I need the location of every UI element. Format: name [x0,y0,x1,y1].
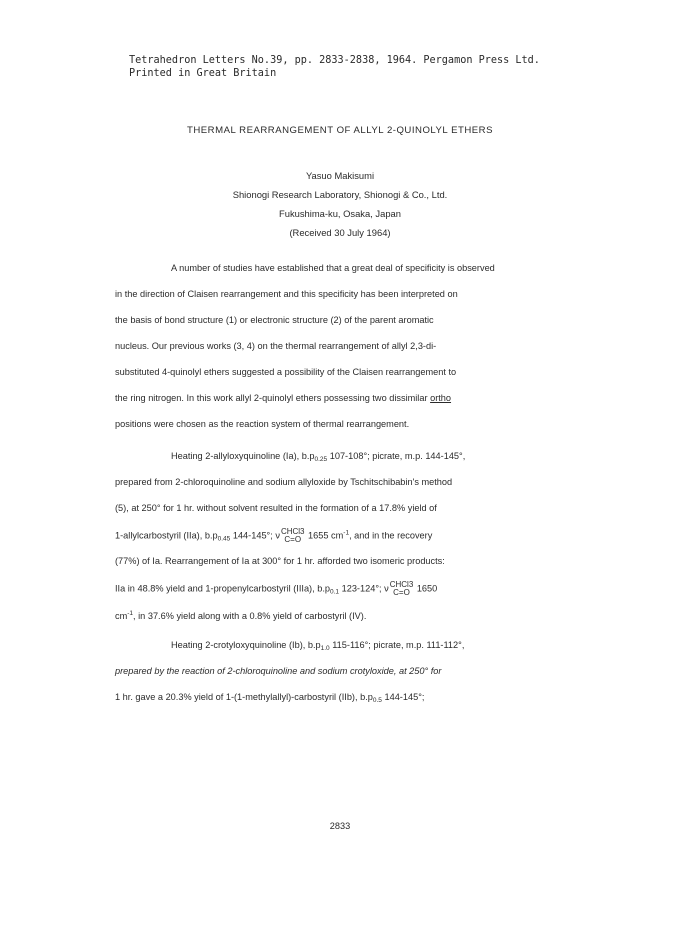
unit-exponent: -1 [127,610,134,617]
journal-header [129,54,540,80]
text: , and in the recovery [349,530,433,541]
affiliation-line-1: Shionogi Research Laboratory, Shionogi & Co., Ltd. [232,189,448,200]
ir-solvent: CHCl3 [280,527,305,536]
ir-solvent-label [390,581,414,597]
printed-in: Printed in Great Britain [129,68,277,79]
text: Heating 2-allyloxyquinoline (Ia), b.p [171,451,315,461]
paragraph-2-line-6 [115,581,437,597]
paragraph-3-line-3 [115,692,424,704]
paragraph-3-line-2: prepared by the reaction of 2-chloroquinoline and sodium crotyloxide, at 250° for [115,666,442,676]
paragraph-1-line-6 [115,393,451,403]
text: 144-145°; ν [230,530,280,541]
ir-band: C=O [284,535,302,544]
paragraph-2-line-2: prepared from 2-chloroquinoline and sodium allyloxide by Tschitschibabin's method [115,477,453,487]
paragraph-2-line-5: (77%) of Ia. Rearrangement of Ia at 300° for 1 hr. afforded two isomeric products: [115,556,445,566]
paragraph-2-line-3: (5), at 250° for 1 hr. without solvent resulted in the formation of a 17.8% yield of [115,503,437,513]
paragraph-2-line-4 [115,528,432,544]
paragraph-1-line-1: A number of studies have established that a great deal of specificity is observed [171,263,495,273]
paragraph-1-line-2: in the direction of Claisen rearrangement and this specificity has been interpreted on [115,289,458,299]
bp-pressure: 0.5 [372,697,382,704]
text: , in 37.6% yield along with a 0.8% yield of carbostyril (IV). [133,611,367,621]
paragraph-1-line-5: substituted 4-quinolyl ethers suggested a possibility of the Claisen rearrangement to [115,367,457,377]
text: 123-124°; ν [339,583,389,594]
journal-citation: Tetrahedron Letters No.39, pp. 2833-2838, 1964. Pergamon Press Ltd. [129,55,540,66]
text: 107-108°; picrate, m.p. 144-145°, [327,451,466,461]
text: 1-allylcarbostyril (IIa), b.p [115,530,218,541]
affiliation-line-2: Fukushima-ku, Osaka, Japan [279,208,401,219]
author-name: Yasuo Makisumi [305,170,375,181]
text: 144-145°; [381,692,425,702]
bp-pressure: 0.1 [330,588,340,596]
unit-exponent: -1 [343,529,350,537]
paragraph-1-line-7: positions were chosen as the reaction system of thermal rearrangement. [115,419,410,429]
bp-pressure: 0.25 [314,456,328,463]
text: 1655 cm [305,530,344,541]
ortho-word: ortho [430,393,452,403]
text: 1650 [414,583,438,594]
paragraph-2-line-1 [171,451,465,463]
text: Heating 2-crotyloxyquinoline (Ib), b.p [171,640,321,650]
paragraph-1-line-6-text: the ring nitrogen. In this work allyl 2-quinolyl ethers possessing two dissimilar [115,393,431,403]
ir-solvent-label [281,528,305,544]
text: 1 hr. gave a 20.3% yield of 1-(1-methylallyl)-carbostyril (IIb), b.p [115,692,373,702]
paragraph-3-line-1 [171,640,464,652]
received-date: (Received 30 July 1964) [289,227,391,238]
text: IIa in 48.8% yield and 1-propenylcarbostyril (IIIa), b.p [115,583,330,594]
page-number: 2833 [329,821,351,831]
text: 115-116°; picrate, m.p. 111-112°, [329,640,465,650]
paragraph-1-line-4: nucleus. Our previous works (3, 4) on the thermal rearrangement of allyl 2,3-di- [115,341,437,351]
ir-solvent: CHCl3 [389,580,414,589]
bp-pressure: 0.45 [217,535,231,543]
bp-pressure: 1.0 [320,645,330,652]
ir-band: C=O [393,588,410,597]
paragraph-2-line-7 [115,610,366,621]
article-title: THERMAL REARRANGEMENT OF ALLYL 2-QUINOLYL ETHERS [186,125,493,136]
text: cm [115,611,128,621]
paragraph-1-line-3: the basis of bond structure (1) or electronic structure (2) of the parent aromatic [115,315,434,325]
